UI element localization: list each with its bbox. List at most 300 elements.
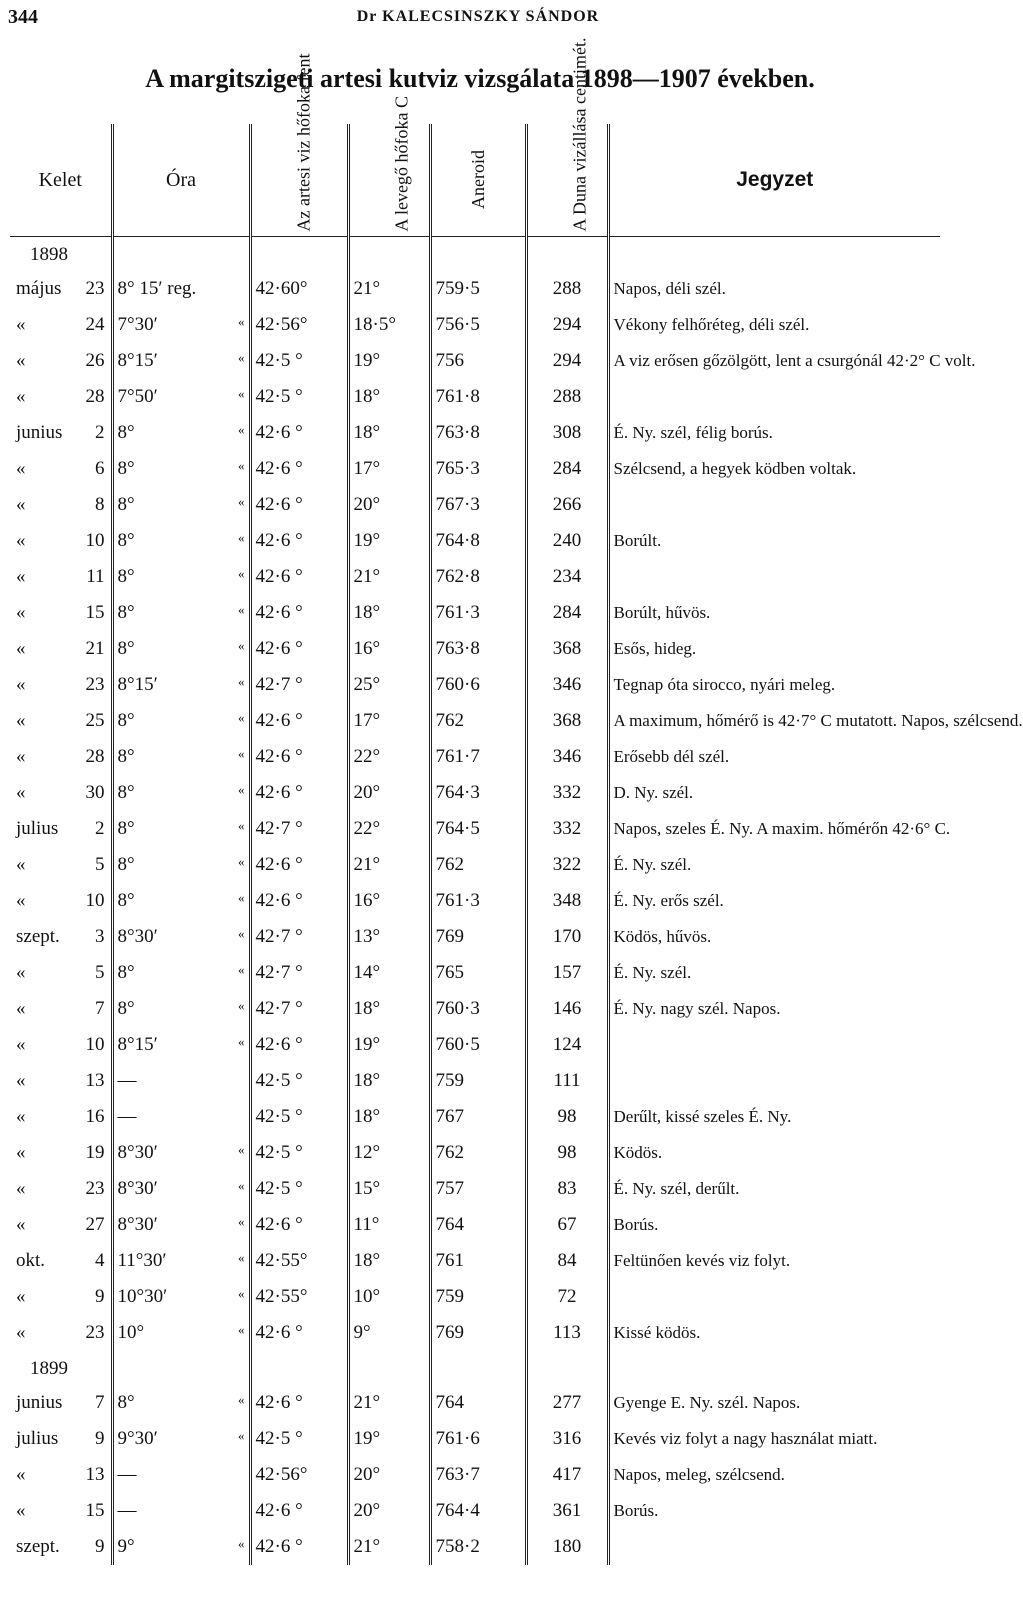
ditto-mark: « — [238, 1250, 245, 1265]
page-title: A margitszigeti artesi kutviz vizsgálata 1898—1907 években. — [145, 64, 815, 93]
air-temp-cell: 12° — [348, 1135, 430, 1171]
water-temp-cell: 42·6 ° — [250, 883, 348, 919]
month: « — [16, 674, 26, 695]
table-header-row — [10, 124, 940, 237]
note-cell: Borús. — [608, 1493, 940, 1529]
duna-cell: 124 — [526, 1027, 608, 1063]
table-row — [10, 307, 940, 343]
water-temp-cell: 42·7 ° — [250, 919, 348, 955]
day: 10 — [85, 530, 105, 551]
note-cell: Borús. — [608, 1207, 940, 1243]
date-cell — [10, 343, 112, 379]
time-cell — [112, 1135, 250, 1171]
duna-cell: 113 — [526, 1315, 608, 1351]
day: 19 — [85, 1142, 105, 1163]
time-cell — [112, 1063, 250, 1099]
aneroid-cell: 767 — [430, 1099, 526, 1135]
month: julius — [16, 1428, 59, 1449]
aneroid-cell: 765·3 — [430, 451, 526, 487]
date-cell — [10, 307, 112, 343]
aneroid-cell: 764·4 — [430, 1493, 526, 1529]
air-temp-cell: 21° — [348, 1529, 430, 1565]
day: 21 — [85, 638, 105, 659]
time-cell — [112, 1385, 250, 1421]
month: « — [16, 1286, 26, 1307]
time-value: 8°15′ — [117, 1034, 158, 1055]
day: 13 — [85, 1464, 105, 1485]
day: 13 — [85, 1070, 105, 1091]
water-temp-cell: 42·6 ° — [250, 1207, 348, 1243]
time-cell — [112, 1529, 250, 1565]
table-row — [10, 667, 940, 703]
time-value: 8° 15′ reg. — [117, 278, 197, 299]
ditto-mark: « — [238, 854, 245, 869]
time-value: 8° — [117, 962, 135, 983]
aneroid-cell: 761·6 — [430, 1421, 526, 1457]
table-row — [10, 775, 940, 811]
time-cell — [112, 847, 250, 883]
ditto-mark: « — [238, 314, 245, 329]
date-cell — [10, 1385, 112, 1421]
aneroid-cell: 761·8 — [430, 379, 526, 415]
water-temp-cell: 42·6 ° — [250, 847, 348, 883]
duna-cell: 170 — [526, 919, 608, 955]
air-temp-cell: 18° — [348, 415, 430, 451]
aneroid-cell: 757 — [430, 1171, 526, 1207]
time-cell — [112, 1279, 250, 1315]
note-cell: Szélcsend, a hegyek ködben voltak. — [608, 451, 940, 487]
month: « — [16, 386, 26, 407]
table-row — [10, 415, 940, 451]
table-row — [10, 631, 940, 667]
time-value: 9° — [117, 1536, 135, 1557]
air-temp-cell: 9° — [348, 1315, 430, 1351]
table-row — [10, 1529, 940, 1565]
time-value: 8° — [117, 818, 135, 839]
table-row — [10, 847, 940, 883]
aneroid-cell: 762 — [430, 847, 526, 883]
day: 9 — [95, 1428, 105, 1449]
ditto-mark: « — [238, 998, 245, 1013]
date-cell — [10, 847, 112, 883]
time-value: 8° — [117, 710, 135, 731]
time-cell — [112, 523, 250, 559]
ditto-mark: « — [238, 818, 245, 833]
time-value: — — [117, 1464, 137, 1485]
date-cell — [10, 1027, 112, 1063]
col-header-time: Óra — [112, 124, 250, 237]
water-temp-cell: 42·6 ° — [250, 1493, 348, 1529]
time-value: 8° — [117, 1392, 135, 1413]
time-value: 8° — [117, 854, 135, 875]
time-cell — [112, 1027, 250, 1063]
water-temp-cell: 42·6 ° — [250, 739, 348, 775]
air-temp-cell: 19° — [348, 523, 430, 559]
col-header-water-temp: Az artesi viz hőfoka fent — [250, 124, 348, 237]
time-cell — [112, 1171, 250, 1207]
water-temp-cell: 42·5 ° — [250, 343, 348, 379]
time-cell — [112, 955, 250, 991]
date-cell — [10, 379, 112, 415]
water-temp-cell: 42·6 ° — [250, 1027, 348, 1063]
air-temp-cell: 25° — [348, 667, 430, 703]
time-value: 8° — [117, 566, 135, 587]
air-temp-cell: 18·5° — [348, 307, 430, 343]
table-row — [10, 451, 940, 487]
day: 15 — [85, 1500, 105, 1521]
month: « — [16, 1500, 26, 1521]
time-value: 8° — [117, 530, 135, 551]
ditto-mark: « — [238, 602, 245, 617]
aneroid-cell: 764 — [430, 1207, 526, 1243]
aneroid-cell: 762 — [430, 1135, 526, 1171]
aneroid-cell: 759 — [430, 1063, 526, 1099]
air-temp-cell: 15° — [348, 1171, 430, 1207]
time-cell — [112, 271, 250, 307]
table-row — [10, 1243, 940, 1279]
col-header-aneroid: Aneroid — [430, 124, 526, 237]
duna-cell: 288 — [526, 271, 608, 307]
time-value: 8° — [117, 890, 135, 911]
aneroid-cell: 760·5 — [430, 1027, 526, 1063]
note-cell — [608, 1529, 940, 1565]
month: « — [16, 638, 26, 659]
note-cell — [608, 1279, 940, 1315]
day: 5 — [95, 962, 105, 983]
air-temp-cell: 19° — [348, 1421, 430, 1457]
col-header-date: Kelet — [10, 124, 112, 237]
note-cell: É. Ny. erős szél. — [608, 883, 940, 919]
day: 24 — [85, 314, 105, 335]
col-header-air-temp: A levegő hőfoka C — [348, 124, 430, 237]
day: 27 — [85, 1214, 105, 1235]
time-cell — [112, 631, 250, 667]
date-cell — [10, 271, 112, 307]
date-cell — [10, 1171, 112, 1207]
day: 9 — [95, 1536, 105, 1557]
water-temp-cell: 42·6 ° — [250, 703, 348, 739]
page-number: 344 — [8, 6, 38, 28]
duna-cell: 83 — [526, 1171, 608, 1207]
ditto-mark: « — [238, 1142, 245, 1157]
date-cell — [10, 1529, 112, 1565]
time-value: 7°50′ — [117, 386, 158, 407]
time-value: — — [117, 1070, 137, 1091]
time-cell — [112, 919, 250, 955]
aneroid-cell: 767·3 — [430, 487, 526, 523]
air-temp-cell: 22° — [348, 739, 430, 775]
duna-cell: 240 — [526, 523, 608, 559]
month: « — [16, 1178, 26, 1199]
aneroid-cell: 756·5 — [430, 307, 526, 343]
day: 3 — [95, 926, 105, 947]
air-temp-cell: 18° — [348, 595, 430, 631]
day: 7 — [95, 998, 105, 1019]
day: 6 — [95, 458, 105, 479]
time-value: 8°30′ — [117, 926, 158, 947]
aneroid-cell: 758·2 — [430, 1529, 526, 1565]
note-cell: É. Ny. szél, derűlt. — [608, 1171, 940, 1207]
time-cell — [112, 1207, 250, 1243]
water-temp-cell: 42·56° — [250, 1457, 348, 1493]
date-cell — [10, 631, 112, 667]
ditto-mark: « — [238, 674, 245, 689]
aneroid-cell: 756 — [430, 343, 526, 379]
table-row — [10, 1063, 940, 1099]
day: 9 — [95, 1286, 105, 1307]
water-temp-cell: 42·6 ° — [250, 523, 348, 559]
aneroid-cell: 762·8 — [430, 559, 526, 595]
note-cell: A viz erősen gőzölgött, lent a csurgónál 42·2° C volt. — [608, 343, 940, 379]
duna-cell: 111 — [526, 1063, 608, 1099]
time-cell — [112, 1099, 250, 1135]
air-temp-cell: 16° — [348, 631, 430, 667]
air-temp-cell: 13° — [348, 919, 430, 955]
water-temp-cell: 42·5 ° — [250, 1171, 348, 1207]
date-cell — [10, 1493, 112, 1529]
year-cell: 1899 — [30, 1358, 68, 1379]
date-cell — [10, 739, 112, 775]
ditto-mark: « — [238, 890, 245, 905]
month: « — [16, 494, 26, 515]
date-cell — [10, 703, 112, 739]
ditto-mark: « — [238, 1536, 245, 1551]
ditto-mark: « — [238, 1178, 245, 1193]
month: « — [16, 710, 26, 731]
month: okt. — [16, 1250, 46, 1271]
water-temp-cell: 42·5 ° — [250, 1421, 348, 1457]
month: szept. — [16, 1536, 60, 1557]
water-temp-cell: 42·6 ° — [250, 1315, 348, 1351]
duna-cell: 98 — [526, 1135, 608, 1171]
time-cell — [112, 775, 250, 811]
duna-cell: 146 — [526, 991, 608, 1027]
water-temp-cell: 42·6 ° — [250, 451, 348, 487]
air-temp-cell: 20° — [348, 775, 430, 811]
air-temp-cell: 10° — [348, 1279, 430, 1315]
note-cell: Borúlt, hűvös. — [608, 595, 940, 631]
note-cell: Feltünően kevés viz folyt. — [608, 1243, 940, 1279]
water-temp-cell: 42·55° — [250, 1243, 348, 1279]
note-cell: Vékony felhőréteg, déli szél. — [608, 307, 940, 343]
month: « — [16, 314, 26, 335]
date-cell — [10, 1207, 112, 1243]
duna-cell: 368 — [526, 631, 608, 667]
ditto-mark: « — [238, 530, 245, 545]
month: junius — [16, 422, 63, 443]
duna-cell: 332 — [526, 811, 608, 847]
table-row — [10, 1135, 940, 1171]
duna-cell: 277 — [526, 1385, 608, 1421]
duna-cell: 72 — [526, 1279, 608, 1315]
time-value: 8° — [117, 602, 135, 623]
date-cell — [10, 1315, 112, 1351]
time-cell — [112, 343, 250, 379]
air-temp-cell: 20° — [348, 1493, 430, 1529]
day: 7 — [95, 1392, 105, 1413]
table-row — [10, 703, 940, 739]
ditto-mark: « — [238, 1214, 245, 1229]
month: szept. — [16, 926, 60, 947]
duna-cell: 157 — [526, 955, 608, 991]
note-cell: Napos, meleg, szélcsend. — [608, 1457, 940, 1493]
table-row — [10, 1385, 940, 1421]
time-cell — [112, 307, 250, 343]
water-temp-cell: 42·6 ° — [250, 595, 348, 631]
time-value: 8° — [117, 782, 135, 803]
day: 2 — [95, 818, 105, 839]
air-temp-cell: 20° — [348, 1457, 430, 1493]
note-cell: É. Ny. nagy szél. Napos. — [608, 991, 940, 1027]
day: 23 — [85, 278, 105, 299]
month: « — [16, 890, 26, 911]
air-temp-cell: 19° — [348, 1027, 430, 1063]
time-cell — [112, 1421, 250, 1457]
aneroid-cell: 760·3 — [430, 991, 526, 1027]
time-value: 8°30′ — [117, 1142, 158, 1163]
air-temp-cell: 18° — [348, 1063, 430, 1099]
day: 26 — [85, 350, 105, 371]
day: 15 — [85, 602, 105, 623]
aneroid-cell: 761·7 — [430, 739, 526, 775]
month: « — [16, 1322, 26, 1343]
water-temp-cell: 42·5 ° — [250, 379, 348, 415]
day: 16 — [85, 1106, 105, 1127]
duna-cell: 266 — [526, 487, 608, 523]
col-header-duna: A Duna vizállása centimét. — [526, 124, 608, 237]
table-row — [10, 991, 940, 1027]
time-value: 8° — [117, 422, 135, 443]
duna-cell: 348 — [526, 883, 608, 919]
time-cell — [112, 415, 250, 451]
month: « — [16, 998, 26, 1019]
duna-cell: 98 — [526, 1099, 608, 1135]
duna-cell: 84 — [526, 1243, 608, 1279]
note-cell: D. Ny. szél. — [608, 775, 940, 811]
water-temp-cell: 42·6 ° — [250, 1529, 348, 1565]
air-temp-cell: 11° — [348, 1207, 430, 1243]
note-cell: Erősebb dél szél. — [608, 739, 940, 775]
note-cell — [608, 559, 940, 595]
water-temp-cell: 42·6 ° — [250, 487, 348, 523]
table-row — [10, 1315, 940, 1351]
ditto-mark: « — [238, 638, 245, 653]
time-value: — — [117, 1106, 137, 1127]
air-temp-cell: 14° — [348, 955, 430, 991]
note-cell: Tegnap óta sirocco, nyári meleg. — [608, 667, 940, 703]
day: 23 — [85, 674, 105, 695]
air-temp-cell: 18° — [348, 991, 430, 1027]
note-cell — [608, 1027, 940, 1063]
duna-cell: 361 — [526, 1493, 608, 1529]
water-temp-cell: 42·6 ° — [250, 631, 348, 667]
time-value: 8°15′ — [117, 350, 158, 371]
time-cell — [112, 811, 250, 847]
ditto-mark: « — [238, 710, 245, 725]
aneroid-cell: 759·5 — [430, 271, 526, 307]
duna-cell: 288 — [526, 379, 608, 415]
note-cell: Gyenge E. Ny. szél. Napos. — [608, 1385, 940, 1421]
time-value: 8° — [117, 494, 135, 515]
day: 28 — [85, 386, 105, 407]
date-cell — [10, 775, 112, 811]
day: 28 — [85, 746, 105, 767]
month: « — [16, 458, 26, 479]
air-temp-cell: 18° — [348, 1243, 430, 1279]
day: 10 — [85, 890, 105, 911]
ditto-mark: « — [238, 962, 245, 977]
table-row — [10, 559, 940, 595]
date-cell — [10, 595, 112, 631]
note-cell — [608, 379, 940, 415]
month: « — [16, 530, 26, 551]
time-cell — [112, 595, 250, 631]
duna-cell: 332 — [526, 775, 608, 811]
air-temp-cell: 18° — [348, 379, 430, 415]
note-cell: Napos, szeles É. Ny. A maxim. hőmérőn 42·6° C. — [608, 811, 940, 847]
date-cell — [10, 667, 112, 703]
air-temp-cell: 17° — [348, 703, 430, 739]
time-cell — [112, 451, 250, 487]
duna-cell: 346 — [526, 739, 608, 775]
note-cell: Napos, déli szél. — [608, 271, 940, 307]
time-cell — [112, 559, 250, 595]
time-value: 7°30′ — [117, 314, 158, 335]
ditto-mark: « — [238, 422, 245, 437]
water-temp-cell: 42·5 ° — [250, 1063, 348, 1099]
water-temp-cell: 42·6 ° — [250, 1385, 348, 1421]
date-cell — [10, 1243, 112, 1279]
day: 30 — [85, 782, 105, 803]
time-value: 8° — [117, 638, 135, 659]
ditto-mark: « — [238, 494, 245, 509]
ditto-mark: « — [238, 458, 245, 473]
duna-cell: 417 — [526, 1457, 608, 1493]
ditto-mark: « — [238, 386, 245, 401]
month: « — [16, 962, 26, 983]
month: julius — [16, 818, 59, 839]
date-cell — [10, 559, 112, 595]
date-cell — [10, 451, 112, 487]
water-temp-cell: 42·6 ° — [250, 559, 348, 595]
aneroid-cell: 763·8 — [430, 415, 526, 451]
time-cell — [112, 487, 250, 523]
time-value: 8° — [117, 998, 135, 1019]
table-row — [10, 271, 940, 307]
aneroid-cell: 761·3 — [430, 595, 526, 631]
date-cell — [10, 1135, 112, 1171]
aneroid-cell: 761 — [430, 1243, 526, 1279]
note-cell: Esős, hideg. — [608, 631, 940, 667]
duna-cell: 180 — [526, 1529, 608, 1565]
time-value: 11°30′ — [117, 1250, 167, 1271]
day: 23 — [85, 1322, 105, 1343]
aneroid-cell: 769 — [430, 919, 526, 955]
table-row — [10, 919, 940, 955]
time-cell — [112, 1457, 250, 1493]
running-author: Dr KALECSINSZKY SÁNDOR — [356, 8, 600, 25]
note-cell — [608, 1063, 940, 1099]
table-row — [10, 379, 940, 415]
date-cell — [10, 811, 112, 847]
water-temp-cell: 42·6 ° — [250, 775, 348, 811]
year-row — [10, 1351, 940, 1385]
month: « — [16, 1034, 26, 1055]
note-cell: Kissé ködös. — [608, 1315, 940, 1351]
water-temp-cell: 42·7 ° — [250, 667, 348, 703]
water-temp-cell: 42·7 ° — [250, 811, 348, 847]
time-cell — [112, 667, 250, 703]
